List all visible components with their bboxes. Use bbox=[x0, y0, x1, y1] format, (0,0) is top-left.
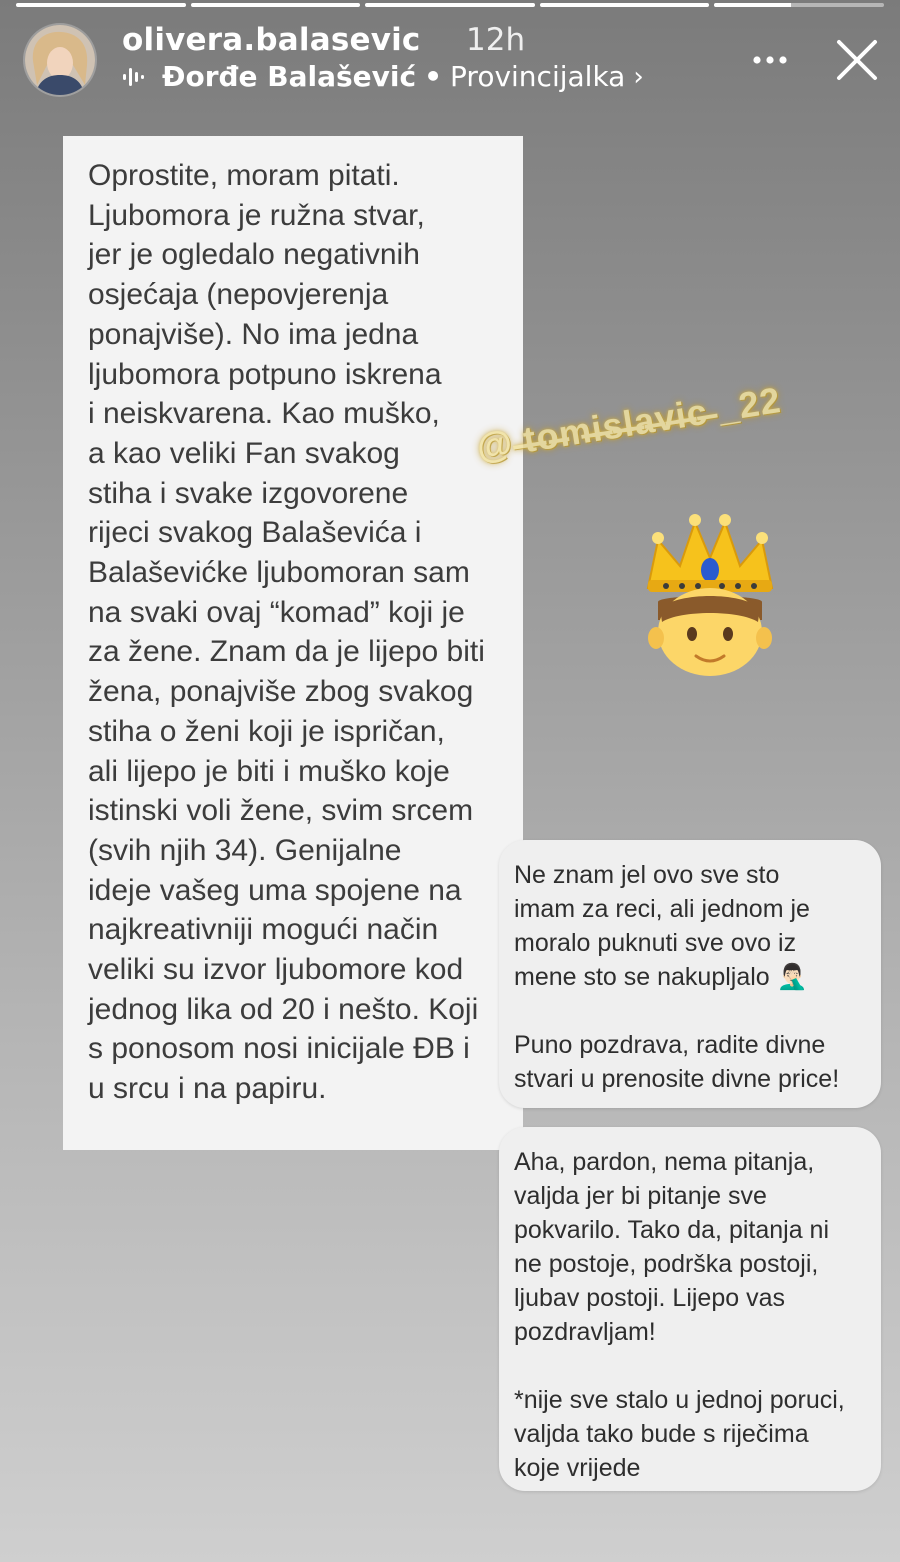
note-line: u srcu i na papiru. bbox=[88, 1072, 327, 1106]
story-segment bbox=[540, 3, 710, 7]
note-line: jednog lika od 20 i nešto. Koji bbox=[88, 992, 479, 1026]
bubble-line bbox=[514, 994, 867, 1028]
music-attribution[interactable] bbox=[122, 60, 644, 93]
note-line: ponajviše). No ima jedna bbox=[88, 317, 419, 351]
bubble-line: pokvarilo. Tako da, pitanja ni bbox=[514, 1216, 830, 1244]
profile-avatar[interactable] bbox=[25, 25, 95, 95]
story-segment bbox=[16, 3, 186, 7]
note-line: rijeci svakog Balaševića i bbox=[88, 516, 422, 550]
bubble-line: Aha, pardon, nema pitanja, bbox=[514, 1148, 815, 1176]
more-dots-icon[interactable] bbox=[748, 38, 792, 82]
note-screenshot bbox=[63, 136, 523, 1150]
bubble-line: moralo puknuti sve ovo iz bbox=[514, 929, 797, 957]
note-line: žena, ponajviše zbog svakog bbox=[88, 675, 474, 709]
bubble-line: valjda jer bi pitanje sve bbox=[514, 1182, 767, 1210]
story-progress-bar bbox=[16, 3, 884, 7]
story-segment bbox=[365, 3, 535, 7]
note-line: Oprostite, moram pitati. bbox=[88, 159, 400, 192]
note-line: i neiskvarena. Kao muško, bbox=[88, 397, 440, 431]
note-line: (svih njih 34). Genijalne bbox=[88, 833, 402, 867]
note-line: najkreativniji mogući način bbox=[88, 913, 439, 947]
story-username[interactable]: olivera.balasevic bbox=[122, 22, 421, 58]
audio-wave-icon bbox=[122, 66, 148, 88]
note-line: ideje vašeg uma spojene na bbox=[88, 873, 462, 907]
bubble-line bbox=[514, 1349, 867, 1383]
note-line: jer je ogledalo negativnih bbox=[88, 238, 420, 272]
bubble-line: stvari u prenosite divne price! bbox=[514, 1065, 840, 1093]
bubble-line: Puno pozdrava, radite divne bbox=[514, 1031, 826, 1059]
bubble-line: Ne znam jel ovo sve sto bbox=[514, 861, 780, 889]
message-bubble bbox=[499, 840, 881, 1108]
chevron-right-icon: › bbox=[633, 61, 644, 92]
music-artist: Đorđe Balašević bbox=[162, 60, 417, 93]
note-line: istinski voli žene, svim srcem bbox=[88, 794, 474, 828]
bubble-line: *nije sve stalo u jednoj poruci, bbox=[514, 1386, 845, 1414]
mention-sticker[interactable]: @ ̶t̶o̶m̶i̶s̶l̶a̶v̶i̶c̶ _22 bbox=[473, 379, 784, 468]
note-line: za žene. Znam da je lijepo biti bbox=[88, 635, 485, 669]
story-timestamp: 12h bbox=[466, 22, 526, 58]
story-segment bbox=[191, 3, 361, 7]
note-line: Ljubomora je ružna stvar, bbox=[88, 198, 425, 232]
note-line: na svaki ovaj “komad” koji je bbox=[88, 595, 465, 629]
note-line: ljubomora potpuno iskrena bbox=[88, 357, 442, 391]
note-line: s ponosom nosi inicijale ĐB i bbox=[88, 1032, 470, 1066]
note-line: a kao veliki Fan svakog bbox=[88, 436, 400, 470]
bubble-line: ljubav postoji. Lijepo vas bbox=[514, 1284, 785, 1312]
note-line: stiha o ženi koji je ispričan, bbox=[88, 714, 445, 748]
bubble-line: pozdravljam! bbox=[514, 1318, 656, 1346]
close-icon[interactable] bbox=[834, 37, 880, 83]
bubble-line: ne postoje, podrška postoji, bbox=[514, 1250, 819, 1278]
note-line: osjećaja (nepovjerenja bbox=[88, 278, 389, 312]
message-bubble bbox=[499, 1127, 881, 1491]
music-separator: • bbox=[424, 60, 443, 93]
bubble-line: valjda tako bude s riječima bbox=[514, 1420, 809, 1448]
note-line: stiha i svake izgovorene bbox=[88, 476, 409, 510]
bubble-line: imam za reci, ali jednom je bbox=[514, 895, 810, 923]
note-line: ali lijepo je biti i muško koje bbox=[88, 754, 450, 788]
story-segment-current bbox=[714, 3, 884, 7]
music-song-title: Provincijalka bbox=[450, 60, 626, 93]
note-line: veliki su izvor ljubomore kod bbox=[88, 953, 464, 987]
bubble-line: koje vrijede bbox=[514, 1454, 641, 1482]
note-line: Balaševićke ljubomoran sam bbox=[88, 556, 470, 590]
bubble-line: mene sto se nakupljalo 🤦🏻‍♂️ bbox=[514, 963, 808, 991]
crown-boy-emoji bbox=[640, 510, 780, 680]
